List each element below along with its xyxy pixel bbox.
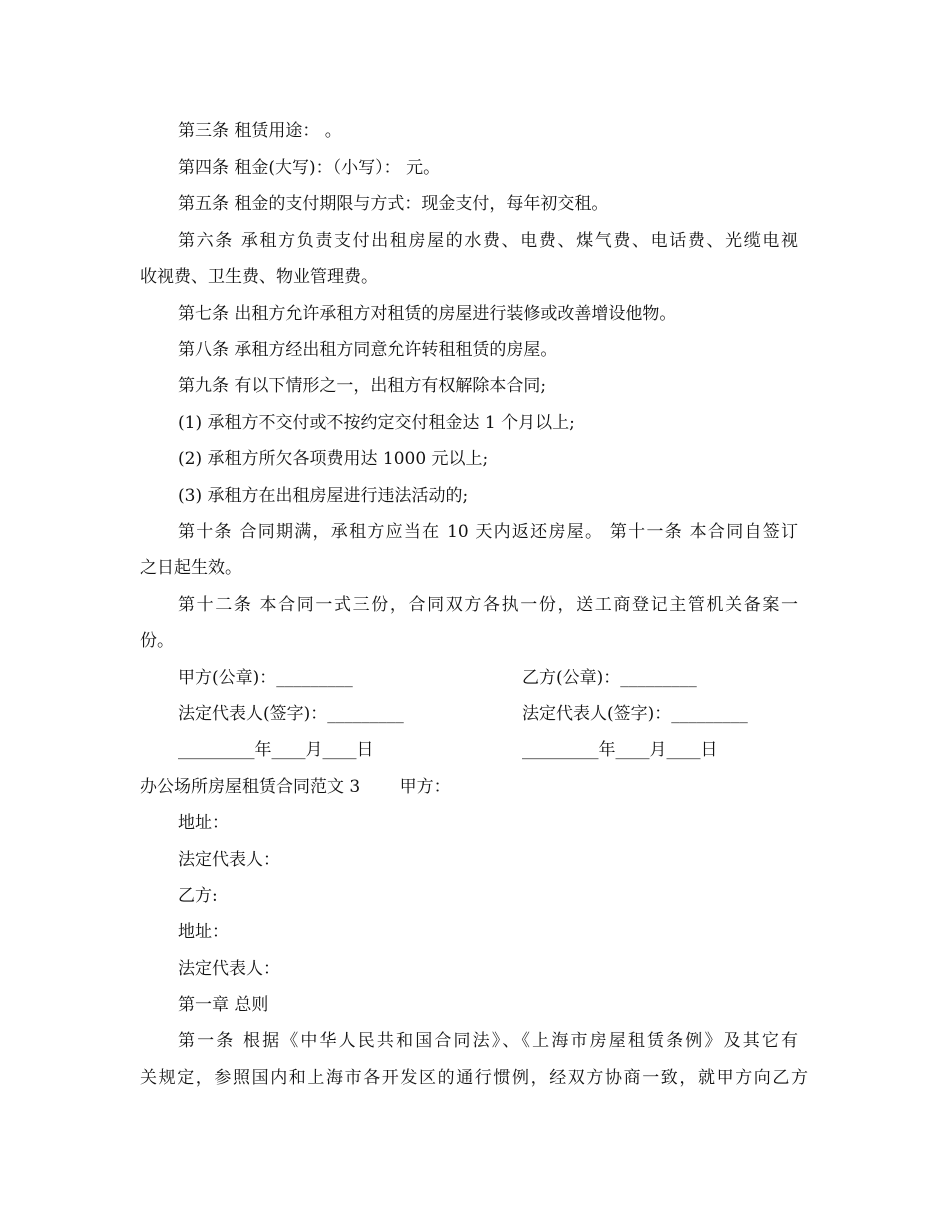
party-a-representative: 法定代表人(签字)：_________	[178, 704, 404, 724]
clause-10-line-2: 之日起生效。	[140, 558, 242, 578]
clause-7: 第七条 出租方允许承租方对租赁的房屋进行装修或改善增设他物。	[178, 304, 677, 324]
party-a-date: _________年____月____日	[178, 740, 374, 760]
party-b-date: _________年____月____日	[522, 740, 718, 760]
clause-9-item-3: (3) 承租方在出租房屋进行违法活动的;	[178, 486, 469, 506]
party-a-legal-rep: 法定代表人：	[178, 850, 280, 870]
clause-5: 第五条 租金的支付期限与方式：现金支付，每年初交租。	[178, 194, 609, 214]
chapter-heading: 第一章 总则	[178, 995, 269, 1015]
party-b-label: 乙方:	[178, 886, 218, 906]
party-a-seal: 甲方(公章)：_________	[178, 668, 353, 688]
clause-6-line-2: 收视费、卫生费、物业管理费。	[140, 267, 378, 287]
party-b-representative: 法定代表人(签字)：_________	[522, 704, 748, 724]
clause-9-item-2: (2) 承租方所欠各项费用达 1000 元以上;	[178, 449, 489, 469]
clause-8: 第八条 承租方经出租方同意允许转租租赁的房屋。	[178, 340, 558, 360]
article-1-line-2: 关规定，参照国内和上海市各开发区的通行惯例，经双方协商一致，就甲方向乙方	[140, 1068, 808, 1088]
clause-6-line-1: 第六条 承租方负责支付出租房屋的水费、电费、煤气费、电话费、光缆电视	[178, 231, 798, 251]
article-1-line-1: 第一条 根据《中华人民共和国合同法》、《上海市房屋租赁条例》及其它有	[178, 1031, 798, 1051]
clause-10-line-1: 第十条 合同期满，承租方应当在 10 天内返还房屋。 第十一条 本合同自签订	[178, 522, 798, 542]
clause-9-item-1: (1) 承租方不交付或不按约定交付租金达 1 个月以上;	[178, 413, 575, 433]
party-b-address: 地址：	[178, 922, 229, 942]
clause-4: 第四条 租金(大写)：（小写）： 元。	[178, 158, 441, 178]
clause-3: 第三条 租赁用途： 。	[178, 121, 342, 141]
clause-12-line-2: 份。	[140, 631, 174, 651]
clause-9: 第九条 有以下情形之一，出租方有权解除本合同;	[178, 376, 547, 396]
contract-3-title: 办公场所房屋租赁合同范文 3 甲方：	[140, 777, 451, 797]
party-b-seal: 乙方(公章)：_________	[522, 668, 697, 688]
clause-12-line-1: 第十二条 本合同一式三份，合同双方各执一份，送工商登记主管机关备案一	[178, 595, 798, 615]
party-b-legal-rep: 法定代表人：	[178, 959, 280, 979]
party-a-address: 地址：	[178, 813, 229, 833]
